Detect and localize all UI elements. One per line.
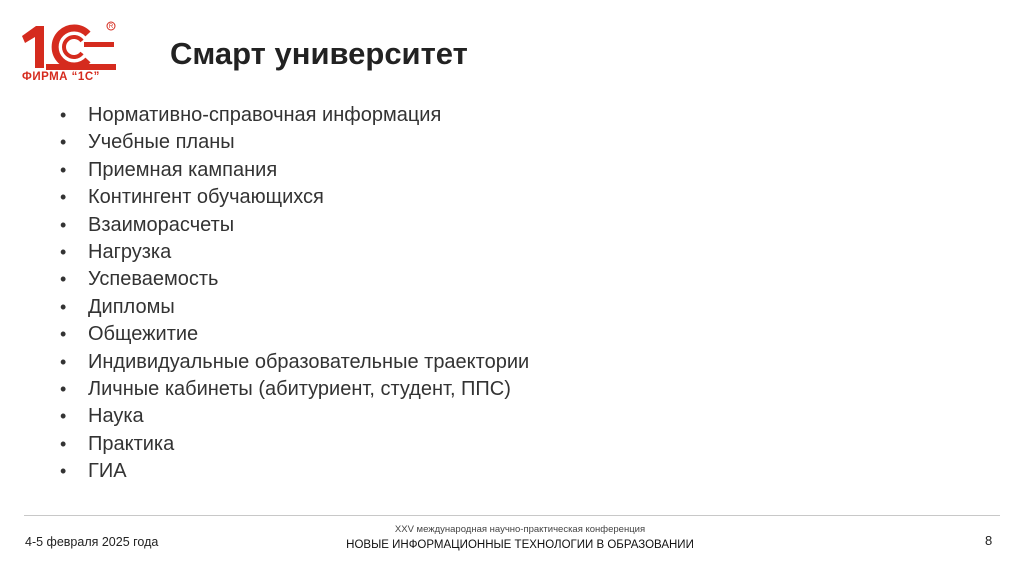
footer-divider	[24, 515, 1000, 516]
list-item	[60, 431, 529, 458]
slide-title: Смарт университет	[170, 36, 468, 71]
bullet-icon: •	[60, 433, 67, 454]
bullet-icon: •	[60, 132, 67, 153]
bullet-icon: •	[60, 406, 67, 427]
svg-text:R: R	[108, 24, 114, 31]
bullet-icon: •	[60, 296, 67, 317]
list-item-label: Взаиморасчеты	[88, 213, 235, 236]
footer-date: 4-5 февраля 2025 года	[25, 535, 159, 549]
list-item	[60, 321, 529, 348]
list-item-label: Наука	[88, 405, 144, 428]
list-item-label: Индивидуальные образовательные траектории	[88, 350, 530, 373]
list-item-label: Личные кабинеты (абитуриент, студент, ППС)	[88, 377, 511, 400]
bullet-icon: •	[60, 269, 67, 290]
list-item-label: Учебные планы	[88, 131, 235, 154]
list-item-label: Успеваемость	[88, 268, 219, 291]
list-item-label: ГИА	[88, 460, 127, 483]
list-item-label: Нормативно-справочная информация	[88, 104, 442, 126]
list-item	[60, 157, 529, 184]
bullet-icon: •	[60, 241, 67, 262]
bullet-icon: •	[60, 159, 67, 180]
page-number: 8	[985, 533, 993, 548]
list-item	[60, 294, 529, 321]
list-item-label: Общежитие	[88, 323, 199, 346]
list-item	[60, 349, 529, 376]
conference-title: НОВЫЕ ИНФОРМАЦИОННЫЕ ТЕХНОЛОГИИ В ОБРАЗОВАНИИ	[346, 539, 694, 551]
logo-1c-icon	[18, 20, 118, 72]
list-item	[60, 458, 529, 485]
bullet-icon: •	[60, 324, 67, 345]
bullet-icon: •	[60, 351, 67, 372]
bullet-icon: •	[60, 214, 67, 235]
list-item-label: Приемная кампания	[88, 158, 278, 181]
conference-subtitle: XXV международная научно-практическая конференция	[394, 524, 646, 535]
bullet-icon: •	[60, 378, 67, 399]
list-item	[60, 403, 529, 430]
list-item-label: Контингент обучающихся	[88, 186, 324, 209]
list-item-label: Нагрузка	[88, 240, 172, 263]
list-item-label: Практика	[88, 432, 175, 455]
list-item-label: Дипломы	[88, 295, 175, 318]
list-item	[60, 102, 529, 129]
list-item	[60, 266, 529, 293]
bullet-icon: •	[60, 461, 67, 482]
list-item	[60, 239, 529, 266]
bullet-icon: •	[60, 187, 67, 208]
bullet-icon: •	[60, 105, 67, 125]
list-item	[60, 129, 529, 156]
bullet-list	[60, 102, 529, 485]
footer-conference	[330, 523, 710, 553]
logo-caption: ФИРМА “1С”	[22, 71, 100, 83]
list-item	[60, 184, 529, 211]
list-item	[60, 376, 529, 403]
list-item	[60, 212, 529, 239]
